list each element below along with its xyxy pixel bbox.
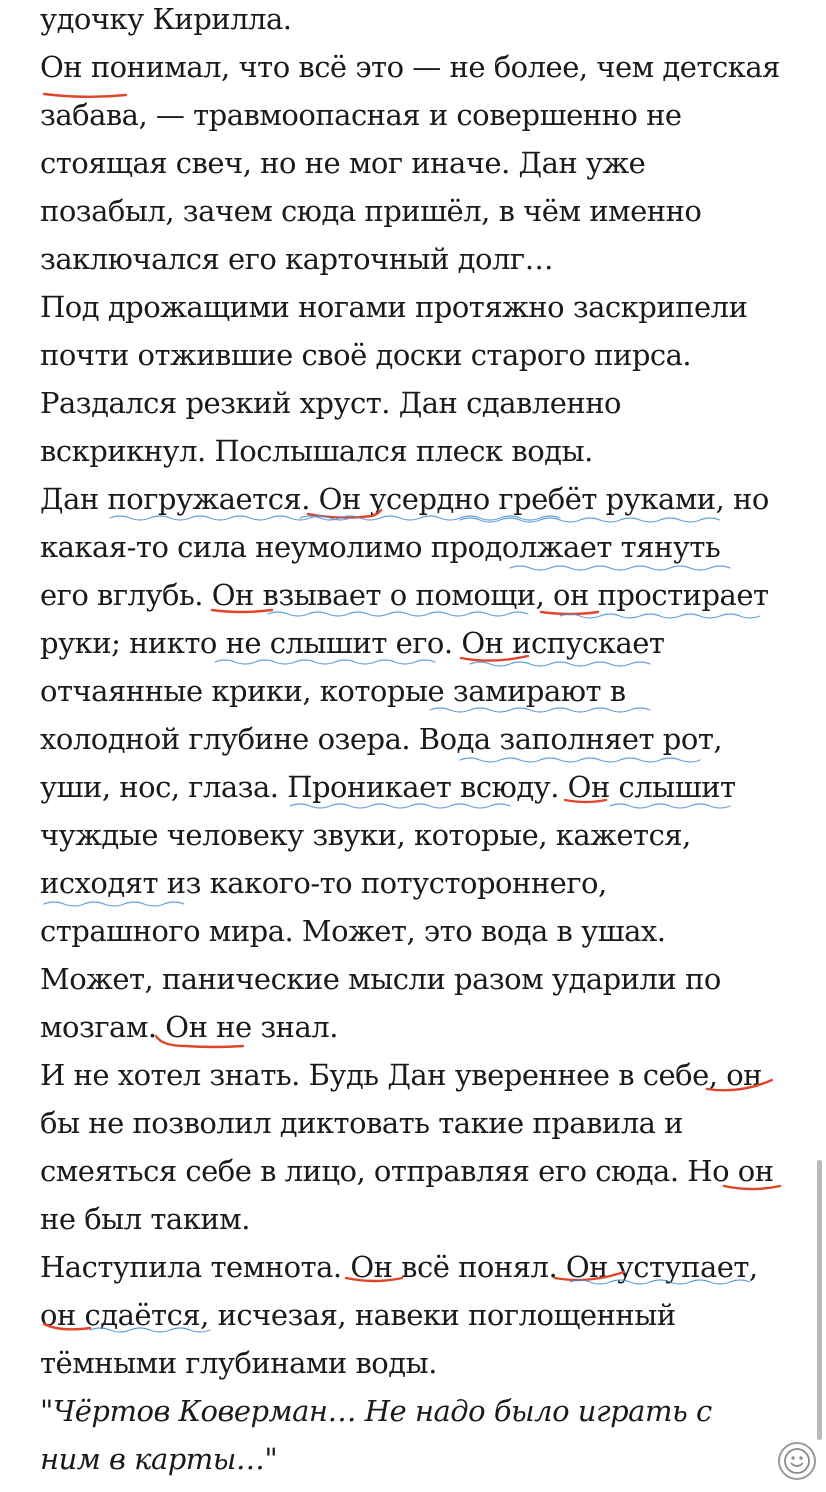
smiley-icon xyxy=(783,1447,811,1475)
text-line: позабыл, зачем сюда пришёл, в чём именно xyxy=(40,194,702,228)
text-line: тёмными глубинами воды. xyxy=(40,1346,437,1380)
text-line: вскрикнул. Послышался плеск воды. xyxy=(40,434,593,468)
text-line-quote: "Чёртов Коверман… Не надо было играть с xyxy=(40,1394,712,1428)
text-line: руки; никто не слышит его. Он испускает xyxy=(40,626,665,660)
text-line: исходят из какого-то потустороннего, xyxy=(40,866,607,900)
text-line: страшного мира. Может, это вода в ушах. xyxy=(40,914,666,948)
text-line-quote: ним в карты…" xyxy=(40,1442,278,1476)
text-line: Раздался резкий хруст. Дан сдавленно xyxy=(40,386,622,420)
text-line: его вглубь. Он взывает о помощи, он простирает xyxy=(40,578,769,612)
text-line: мозгам. Он не знал. xyxy=(40,1010,338,1044)
feedback-button[interactable] xyxy=(778,1442,816,1480)
text-line: уши, нос, глаза. Проникает всюду. Он слышит xyxy=(40,770,736,804)
text-line: И не хотел знать. Будь Дан увереннее в себе, он xyxy=(40,1058,763,1092)
text-line: холодной глубине озера. Вода заполняет рот, xyxy=(40,722,723,756)
text-line: отчаянные крики, которые замирают в xyxy=(40,674,626,708)
text-line: какая-то сила неумолимо продолжает тянуть xyxy=(40,530,721,564)
text-line: заключался его карточный долг… xyxy=(40,242,554,276)
text-line: почти отжившие своё доски старого пирса. xyxy=(40,338,692,372)
text-line: забава, — травмоопасная и совершенно не xyxy=(40,98,682,132)
text-line: Может, панические мысли разом ударили по xyxy=(40,962,721,996)
text-line: удочку Кирилла. xyxy=(40,2,292,36)
text-line: не был таким. xyxy=(40,1202,250,1236)
text-line: Наступила темнота. Он всё понял. Он уступает, xyxy=(40,1250,758,1284)
text-line: стоящая свеч, но не мог иначе. Дан уже xyxy=(40,146,646,180)
text-line: смеяться себе в лицо, отправляя его сюда. Но он xyxy=(40,1154,774,1188)
scrollbar[interactable] xyxy=(817,1160,822,1440)
text-line: Под дрожащими ногами протяжно заскрипели xyxy=(40,290,748,324)
text-line: он сдаётся, исчезая, навеки поглощенный xyxy=(40,1298,676,1332)
text-line: Дан погружается. Он усердно гребёт руками, но xyxy=(40,482,769,516)
text-line: бы не позволил диктовать такие правила и xyxy=(40,1106,683,1140)
text-line: чуждые человеку звуки, которые, кажется, xyxy=(40,818,691,852)
story-text xyxy=(40,0,800,1483)
text-line: Он понимал, что всё это — не более, чем детская xyxy=(40,50,780,84)
